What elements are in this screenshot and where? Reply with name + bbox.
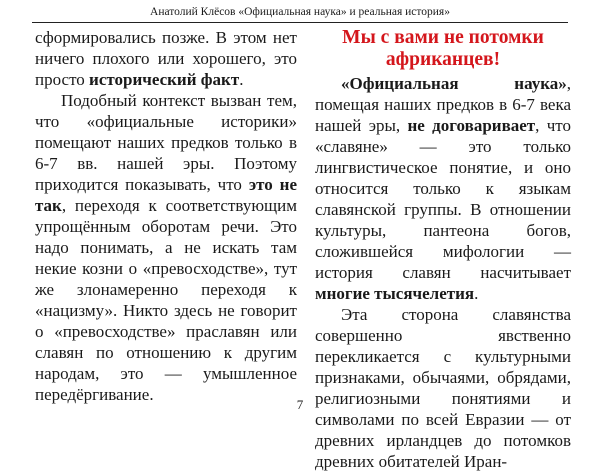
- text-run: , что «славяне» — это только лингвистическое понятие, и оно относится только к языкам славянской группы. В отношении культуры, пантеона богов, сложившейся мифологии — история славян насчитывает: [315, 116, 571, 282]
- text-run: , переходя к соответствующим упрощённым оборотам речи. Это надо понимать, а не искать там некие козни о «превосходстве», тут же злонамеренно переходя к «нацизму». Никто здесь не говорит о «превосходстве» праславян или славян по отношению к другим народам, это — умышленное передёргивание.: [35, 196, 297, 404]
- paragraph: Эта сторона славянства совершенно явственно перекликается с культурными признаками, обычаями, обрядами, религиозными понятиями и символами по всей Евразии — от древних ирландцев до потомков древних обитателей Иран-: [315, 305, 571, 471]
- text-run: .: [239, 70, 244, 89]
- paragraph: [35, 27, 297, 90]
- bold-run: многие тысячелетия: [315, 284, 475, 303]
- header-rule: [32, 22, 568, 23]
- section-title: Мы с вами не потомки африканцев!: [342, 27, 544, 70]
- paragraph: [35, 90, 297, 405]
- text-run: Подобный контекст вызван тем, что «официальные историки» помещают наших предков только в 6-7 вв. нашей эры. Поэтому приходится показывать, что: [35, 91, 297, 194]
- bold-run: не договаривает: [407, 116, 536, 135]
- text-run: , помещая наших предков в 6-7 века нашей эры,: [315, 74, 571, 135]
- text-run: сформировались позже. В этом нет ничего плохого или хорошего, это просто: [35, 28, 297, 89]
- bold-run: это не так: [35, 175, 297, 215]
- page-number: 7: [296, 397, 304, 412]
- paragraph: [315, 73, 571, 304]
- left-column: [35, 27, 297, 405]
- running-header: Анатолий Клёсов «Официальная наука» и реальная история»: [150, 6, 450, 18]
- bold-run: исторический факт: [89, 70, 240, 89]
- text-run: .: [474, 284, 479, 303]
- bold-run: «Официальная наука»: [341, 74, 567, 93]
